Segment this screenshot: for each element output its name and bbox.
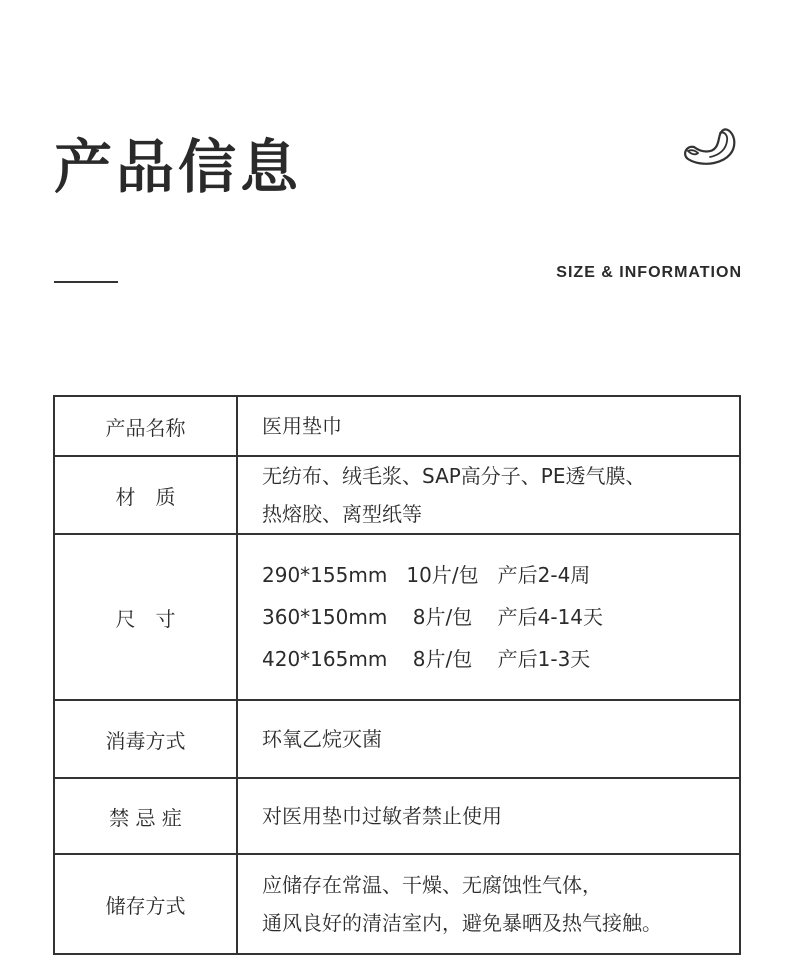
row-label: 储存方式 [54,854,237,954]
table-row [54,534,740,700]
sanitary-pad-icon [680,125,740,175]
table-row [54,396,740,456]
page-title: 产品信息 [54,133,303,201]
table-row [54,700,740,778]
row-value [237,396,740,456]
title-underline [54,281,118,283]
value-line: 应储存在常温、干燥、无腐蚀性气体， [262,873,602,897]
row-label: 材 质 [54,456,237,534]
row-label: 禁 忌 症 [54,778,237,854]
value-line: 医用垫巾 [262,414,342,438]
value-line: 环氧乙烷灭菌 [262,727,382,751]
value-line: 360*150mm 8片/包 产后4-14天 [262,605,604,629]
page-subtitle: SIZE & INFORMATION [556,264,742,281]
value-line: 290*155mm 10片/包 产后2-4周 [262,563,591,587]
row-label: 产品名称 [54,396,237,456]
value-line: 通风良好的清洁室内，避免暴晒及热气接触。 [262,911,662,935]
value-line: 420*165mm 8片/包 产后1-3天 [262,647,591,671]
table-row [54,778,740,854]
row-value [237,700,740,778]
table-row [54,456,740,534]
value-line: 对医用垫巾过敏者禁止使用 [262,804,502,828]
row-value [237,854,740,954]
row-value [237,778,740,854]
row-label: 消毒方式 [54,700,237,778]
row-value [237,534,740,700]
product-info-table [53,395,741,955]
row-label: 尺 寸 [54,534,237,700]
row-value [237,456,740,534]
value-line: 热熔胶、离型纸等 [262,502,422,526]
table-row [54,854,740,954]
value-line: 无纺布、绒毛浆、SAP高分子、PE透气膜、 [262,464,646,488]
